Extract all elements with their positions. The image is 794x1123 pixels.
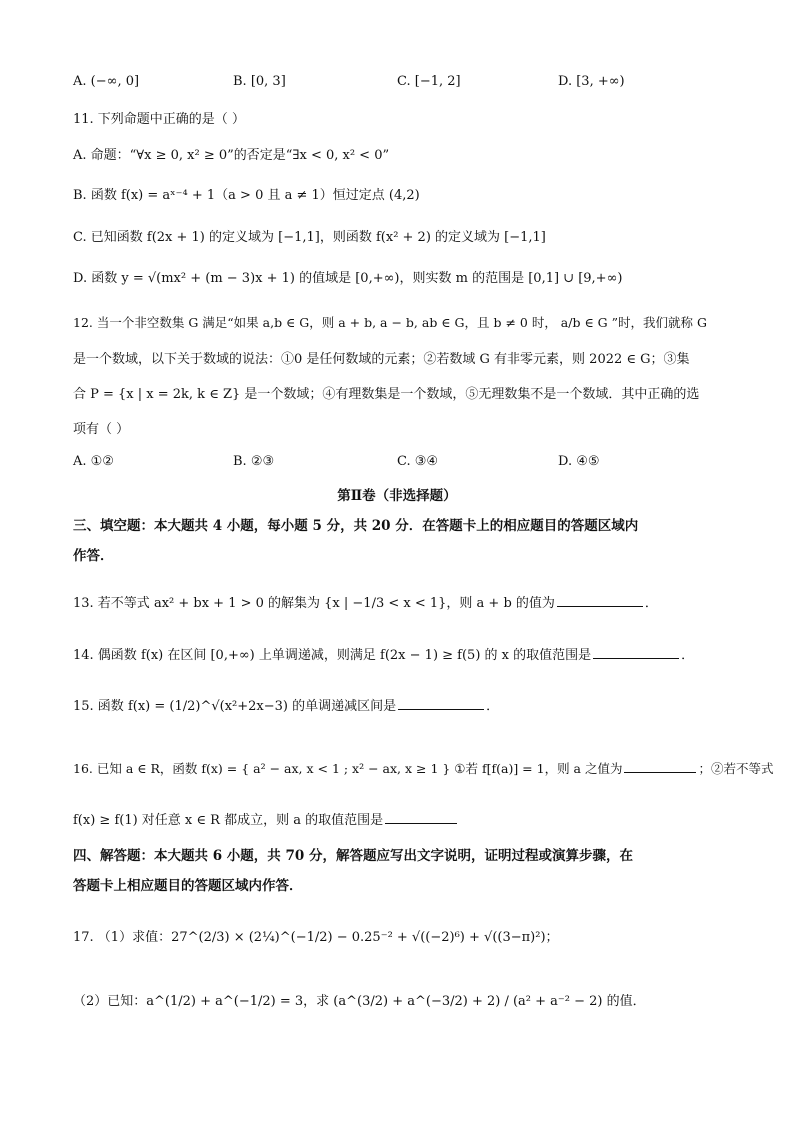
q17-part-2: （2）已知：a^(1/2) + a^(−1/2) = 3，求 (a^(3/2) + a^(−3/2) + 2) / (a² + a⁻² − 2) 的值． (73, 994, 646, 1009)
question-16-line-2 (73, 809, 459, 831)
q12-line-2: 是一个数域，以下关于数域的说法：①0 是任何数域的元素；②若数域 G 有非零元素，则 2022 ∈ G；③集 (73, 352, 690, 367)
question-16-line-1 (73, 758, 774, 779)
q13-end: ． (644, 596, 658, 611)
q14-answer-blank[interactable] (593, 644, 679, 659)
q16-answer-blank-1[interactable] (624, 758, 696, 773)
q16-text-2: f(x) ≥ f(1) 对任意 x ∈ R 都成立，则 a 的取值范围是 (73, 813, 384, 828)
q15-text: 15. 函数 f(x) = (1/2)^√(x²+2x−3) 的单调递减区间是 (73, 699, 397, 714)
section-3-heading-line-2: 作答． (73, 548, 114, 564)
question-14 (73, 644, 694, 666)
q15-end: ． (486, 699, 500, 714)
q11-stem: 11. 下列命题中正确的是（ ） (73, 112, 245, 127)
part-2-title: 第Ⅱ卷（非选择题） (337, 488, 457, 504)
section-3-heading-line-1: 三、填空题：本大题共 4 小题，每小题 5 分，共 20 分．在答题卡上的相应题目的答题区域内 (73, 518, 639, 534)
q12-line-3: 合 P = {x | x = 2k, k ∈ Z} 是一个数域；④有理数集是一个数域，⑤无理数集不是一个数域．其中正确的选 (73, 387, 700, 402)
q11-option-c: C. 已知函数 f(2x + 1) 的定义域为 [−1,1]，则函数 f(x² + 2) 的定义域为 [−1,1] (73, 230, 546, 245)
q16-text-1-end: ；②若不等式 (698, 761, 774, 776)
q15-answer-blank[interactable] (398, 695, 484, 710)
q11-option-b: B. 函数 f(x) = aˣ⁻⁴ + 1（a > 0 且 a ≠ 1）恒过定点 (4,2) (73, 188, 420, 203)
q13-answer-blank[interactable] (557, 592, 643, 607)
section-4-heading-line-1: 四、解答题：本大题共 6 小题，共 70 分，解答题应写出文字说明，证明过程或演算步骤，在 (73, 848, 633, 864)
q12-line-4: 项有（ ） (73, 422, 130, 437)
q10-option-a: A. (−∞, 0] (73, 74, 140, 89)
q13-text: 13. 若不等式 ax² + bx + 1 > 0 的解集为 {x | −1/3 < x < 1}，则 a + b 的值为 (73, 596, 555, 611)
q16-answer-blank-2[interactable] (385, 809, 457, 824)
q12-option-a: A. ①② (73, 454, 114, 469)
q12-option-d: D. ④⑤ (558, 454, 600, 469)
q10-option-c: C. [−1, 2] (397, 74, 461, 89)
q14-end: ． (681, 648, 695, 663)
q12-line-1: 12. 当一个非空数集 G 满足“如果 a,b ∈ G，则 a + b, a − b, ab ∈ G，且 b ≠ 0 时， a/b ∈ G ”时，我们就称 G (73, 315, 707, 330)
q12-option-b: B. ②③ (233, 454, 275, 469)
q12-option-c: C. ③④ (397, 454, 439, 469)
question-15 (73, 695, 499, 717)
q11-option-d: D. 函数 y = √(mx² + (m − 3)x + 1) 的值域是 [0,+∞)，则实数 m 的范围是 [0,1] ∪ [9,+∞) (73, 271, 623, 286)
q10-option-d: D. [3, +∞) (558, 74, 625, 89)
question-13 (73, 592, 658, 614)
q17-part-1: 17. （1）求值：27^(2/3) × (2¼)^(−1/2) − 0.25⁻² + √((−2)⁶) + √((3−π)²)； (73, 930, 559, 945)
q16-text-1: 16. 已知 a ∈ R，函数 f(x) = { a² − ax, x < 1 ; x² − ax, x ≥ 1 } ①若 f[f(a)] = 1，则 a 之值为 (73, 761, 623, 776)
q14-text: 14. 偶函数 f(x) 在区间 [0,+∞) 上单调递减，则满足 f(2x − 1) ≥ f(5) 的 x 的取值范围是 (73, 648, 592, 663)
q10-option-b: B. [0, 3] (233, 74, 286, 89)
section-4-heading-line-2: 答题卡上相应题目的答题区域内作答． (73, 878, 303, 894)
q11-option-a: A. 命题：“∀x ≥ 0, x² ≥ 0”的否定是“∃x < 0, x² < 0” (73, 148, 390, 163)
